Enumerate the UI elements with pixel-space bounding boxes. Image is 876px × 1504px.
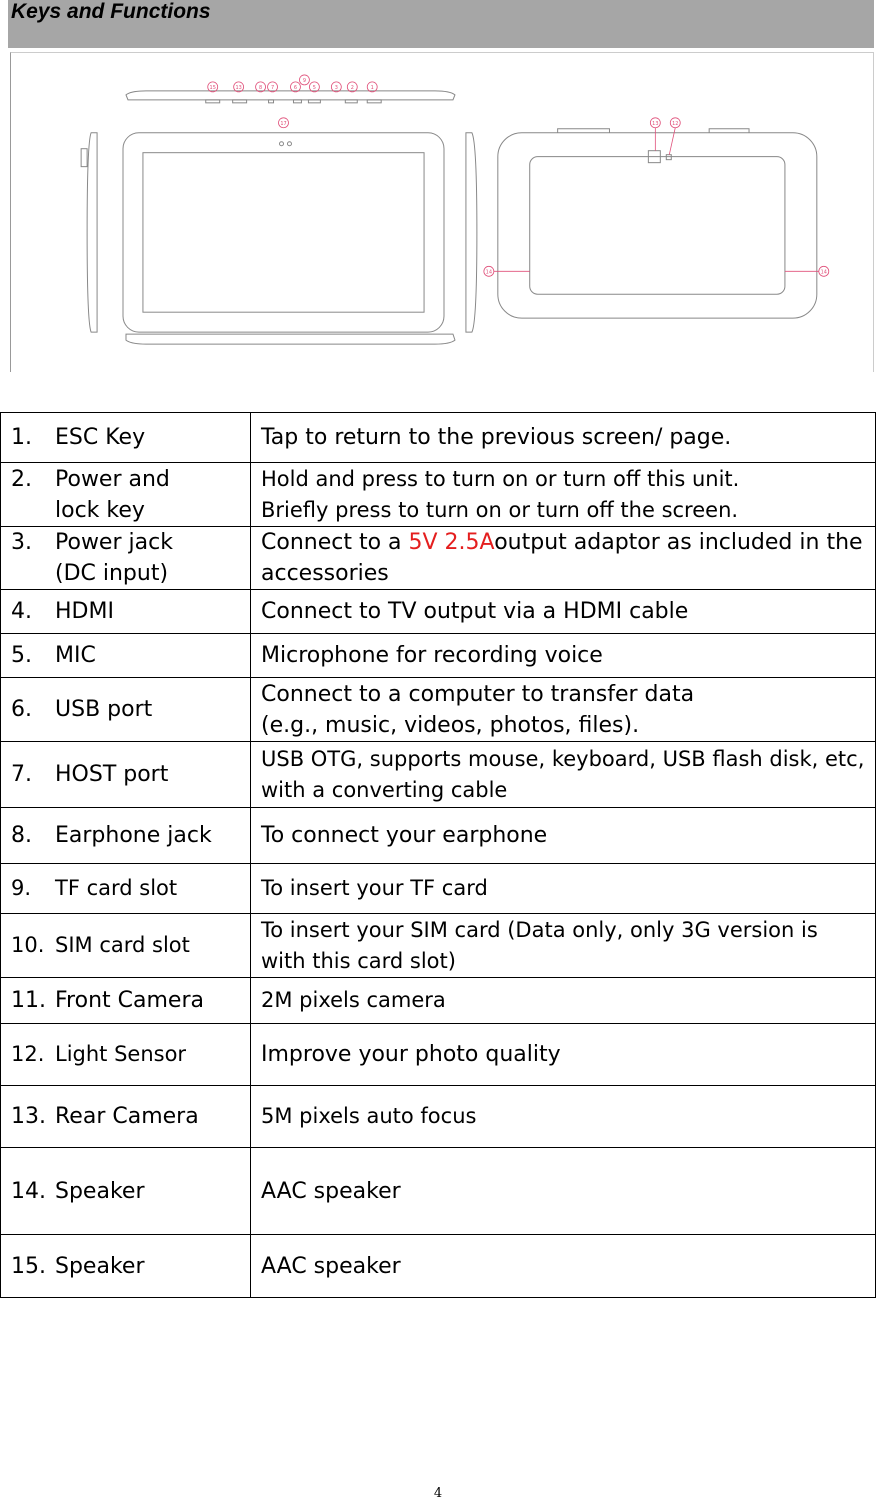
key-description: USB OTG, supports mouse, keyboard, USB flash disk, etc, with a converting cable xyxy=(251,742,876,808)
callout-label: 14 xyxy=(485,269,493,276)
keys-functions-table xyxy=(0,412,876,1298)
table-row xyxy=(1,1024,876,1086)
callout-label: 7 xyxy=(270,84,275,91)
table-row xyxy=(1,590,876,634)
row-number: 10. xyxy=(11,933,45,957)
key-name: HOST port xyxy=(55,762,169,787)
callout-label: 15 xyxy=(209,84,216,91)
table-row xyxy=(1,463,876,527)
row-number: 5. xyxy=(11,643,32,668)
row-number: 4. xyxy=(11,599,32,624)
top-edge-view xyxy=(126,91,455,100)
section-title: Keys and Functions xyxy=(11,0,211,23)
callout-label: 2 xyxy=(350,84,354,91)
key-description: Hold and press to turn on or turn off this unit. Briefly press to turn on or turn off the screen. xyxy=(251,463,876,527)
callout-label: 3 xyxy=(334,84,338,91)
row-number: 12. xyxy=(11,1042,45,1066)
port-6 xyxy=(293,100,301,103)
row-number: 13. xyxy=(11,1104,46,1129)
left-side-view xyxy=(87,133,97,332)
callout-label: 12 xyxy=(672,120,679,127)
key-name: SIM card slot xyxy=(55,933,190,957)
key-description: 2M pixels camera xyxy=(251,978,876,1024)
port-15 xyxy=(206,100,220,103)
key-name: USB port xyxy=(55,697,153,722)
key-description: To insert your SIM card (Data only, only 3G version is with this card slot) xyxy=(251,914,876,978)
row-number: 8. xyxy=(11,823,32,848)
row-number: 2. xyxy=(11,466,32,492)
row-number: 11. xyxy=(11,988,46,1013)
table-row xyxy=(1,808,876,864)
table-row xyxy=(1,864,876,914)
key-description: To connect your earphone xyxy=(251,808,876,864)
front-view-body xyxy=(123,133,444,332)
back-view-ports xyxy=(558,129,749,133)
callout-label: 13 xyxy=(235,84,242,91)
table-row xyxy=(1,1235,876,1298)
callout-label: 6 xyxy=(293,84,298,91)
key-name: Front Camera xyxy=(55,988,204,1013)
key-description: Microphone for recording voice xyxy=(251,634,876,678)
row-number: 15. xyxy=(11,1253,46,1279)
row-number: 14. xyxy=(11,1178,46,1204)
front-view-screen xyxy=(143,153,424,313)
row-number: 3. xyxy=(11,530,32,555)
table-row xyxy=(1,413,876,463)
key-description: Tap to return to the previous screen/ page. xyxy=(251,413,876,463)
table-row xyxy=(1,1086,876,1148)
side-button xyxy=(81,149,87,167)
key-name: Power and lock key xyxy=(55,466,170,523)
callout-label: 8 xyxy=(258,84,263,91)
port-1 xyxy=(367,100,381,103)
table-row xyxy=(1,678,876,742)
key-description: AAC speaker xyxy=(251,1148,876,1235)
back-view-body xyxy=(498,133,817,318)
callout-label: 1 xyxy=(370,84,374,91)
key-name: Power jack (DC input) xyxy=(55,530,173,586)
key-name: ESC Key xyxy=(55,425,146,450)
key-name: Speaker xyxy=(55,1253,145,1279)
section-title-bar xyxy=(8,0,874,48)
key-name: TF card slot xyxy=(55,876,178,900)
tablet-diagram xyxy=(10,52,874,372)
port-13 xyxy=(233,100,247,103)
row-number: 1. xyxy=(11,425,32,450)
page-number: 4 xyxy=(433,1486,443,1501)
key-description: AAC speaker xyxy=(251,1235,876,1298)
table-row xyxy=(1,634,876,678)
table-row xyxy=(1,978,876,1024)
row-number: 9. xyxy=(11,876,32,900)
back-view-inner xyxy=(530,157,785,295)
key-name: Earphone jack xyxy=(55,823,212,848)
table-row xyxy=(1,1148,876,1235)
port-3 xyxy=(345,100,357,103)
key-description: 5M pixels auto focus xyxy=(251,1086,876,1148)
table-row xyxy=(1,742,876,808)
key-name: Rear Camera xyxy=(55,1104,199,1129)
key-description: Connect to TV output via a HDMI cable xyxy=(251,590,876,634)
callout-markers xyxy=(208,75,829,276)
key-name: MIC xyxy=(55,643,96,668)
right-side-view xyxy=(466,133,477,332)
key-description: Connect to a 5V 2.5Aoutput adaptor as included in the accessories xyxy=(251,527,876,590)
front-camera-icon xyxy=(280,142,284,146)
table-row xyxy=(1,527,876,590)
key-name: HDMI xyxy=(55,599,114,624)
port-7 xyxy=(269,100,274,103)
key-description: To insert your TF card xyxy=(251,864,876,914)
bottom-edge-view xyxy=(126,334,455,344)
voltage-highlight: 5V 2.5A xyxy=(408,530,495,555)
key-description: Connect to a computer to transfer data (e.g., music, videos, photos, files). xyxy=(251,678,876,742)
callout-label: 13 xyxy=(652,120,659,127)
row-number: 6. xyxy=(11,697,32,722)
tablet-drawing xyxy=(11,53,873,372)
callout-label: 17 xyxy=(280,120,287,127)
key-name: Light Sensor xyxy=(55,1042,187,1066)
callout-label: 9 xyxy=(302,77,307,84)
row-number: 7. xyxy=(11,762,32,787)
light-sensor-icon xyxy=(287,142,291,146)
callout-label: 5 xyxy=(312,84,316,91)
port-9 xyxy=(308,100,320,103)
key-description: Improve your photo quality xyxy=(251,1024,876,1086)
table-row xyxy=(1,914,876,978)
key-name: Speaker xyxy=(55,1178,145,1204)
callout-label: 14 xyxy=(820,269,827,276)
